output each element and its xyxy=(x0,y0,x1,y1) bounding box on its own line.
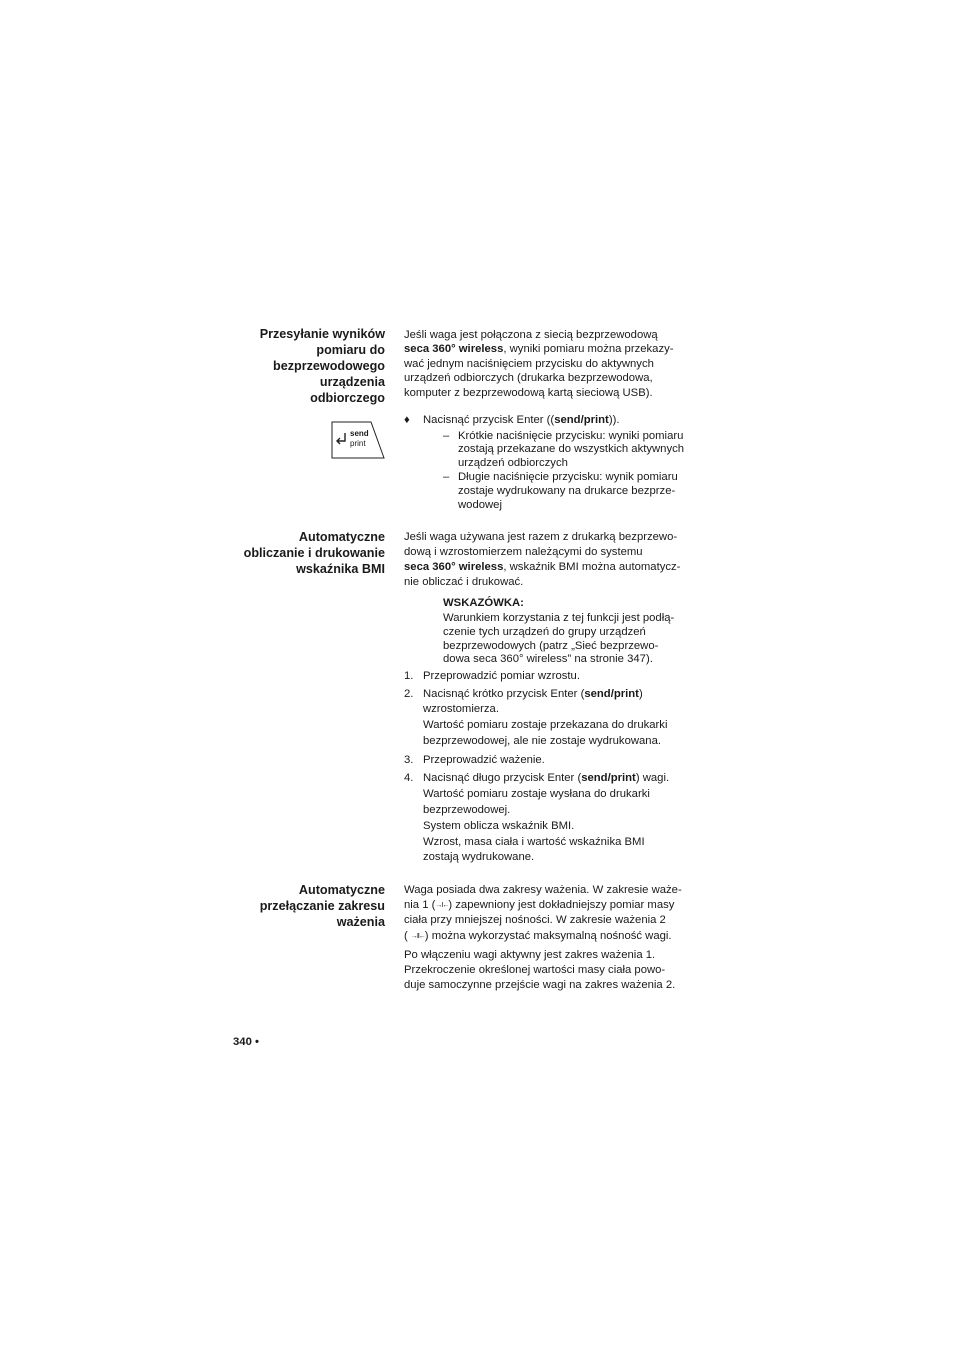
key-name: send/print xyxy=(584,688,639,700)
note-line: Warunkiem korzystania z tej funkcji jest podłą- xyxy=(443,612,675,624)
note-line: bezprzewodowych (patrz „Sieć bezprzewo- xyxy=(443,640,659,652)
text-line xyxy=(404,342,674,356)
section-heading: Automatyczne xyxy=(298,883,385,897)
text-line: zostaje wydrukowany na drukarce bezprze- xyxy=(458,485,676,497)
text: Nacisnąć przycisk Enter (( xyxy=(423,414,555,426)
section-heading: pomiaru do xyxy=(316,343,385,357)
note-line: dowa seca 360° wireless” na stronie 347). xyxy=(443,653,653,665)
text-line: zostają wydrukowane. xyxy=(423,851,535,863)
text-line: Wartość pomiaru zostaje przekazana do drukarki xyxy=(423,719,668,731)
brand-name: seca 360° wireless xyxy=(404,561,504,573)
section-heading: ważenia xyxy=(336,915,385,929)
text-line xyxy=(423,413,619,427)
text-line: Jeśli waga jest połączona z siecią bezprzewodową xyxy=(404,329,658,341)
text: Nacisnąć długo przycisk Enter ( xyxy=(423,772,582,784)
text-line: dową i wzrostomierzem należącymi do systemu xyxy=(404,546,643,558)
note-line: czenie tych urządzeń do grupy urządzeń xyxy=(443,626,646,638)
text: ) zapewniony jest dokładniejszy pomiar masy xyxy=(448,899,675,911)
text-line xyxy=(404,898,674,913)
text-line: Po włączeniu wagi aktywny jest zakres ważenia 1. xyxy=(404,949,656,961)
text-line: wodowej xyxy=(458,499,502,511)
text: ) można wykorzystać maksymalną nośność wagi. xyxy=(424,930,672,942)
page-number: 340 • xyxy=(233,1036,259,1048)
text: Nacisnąć krótko przycisk Enter ( xyxy=(423,688,585,700)
text-line: duje samoczynne przejście wagi na zakres ważenia 2. xyxy=(404,979,676,991)
text-line: Przeprowadzić pomiar wzrostu. xyxy=(423,670,580,682)
bullet-icon: ♦ xyxy=(404,414,410,426)
text-line: Krótkie naciśnięcie przycisku: wyniki pomiaru xyxy=(458,430,684,442)
key-name: send/print xyxy=(554,414,609,426)
section-heading: Automatyczne xyxy=(298,530,385,544)
text-line: ciała przy mniejszej nośności. W zakresie ważenia 2 xyxy=(404,914,666,926)
step-number: 3. xyxy=(404,754,414,766)
key-name: send/print xyxy=(581,772,636,784)
note-title: WSKAZÓWKA: xyxy=(443,597,524,609)
text-line: Wartość pomiaru zostaje wysłana do drukarki xyxy=(423,788,650,800)
key-label-print: print xyxy=(350,439,366,448)
text-line: komputer z bezprzewodową kartą sieciową USB). xyxy=(404,387,653,399)
text: ) wagi. xyxy=(635,772,670,784)
text-line xyxy=(423,771,669,785)
brand-name: seca 360° wireless xyxy=(404,343,504,355)
text: nia 1 ( xyxy=(404,899,436,911)
text-line: wać jednym naciśnięciem przycisku do aktywnych xyxy=(404,358,654,370)
step-number: 2. xyxy=(404,688,414,700)
text-line xyxy=(404,929,672,944)
text: , wyniki pomiaru można przekazy- xyxy=(503,343,674,355)
section-heading: przełączanie zakresu xyxy=(259,899,385,913)
text-line: Przekroczenie określonej wartości masy ciała powo- xyxy=(404,964,666,976)
text: ) xyxy=(638,688,643,700)
text-line: Waga posiada dwa zakresy ważenia. W zakresie waże- xyxy=(404,884,682,896)
weighing-range-2-icon: →II← xyxy=(410,933,425,940)
step-number: 4. xyxy=(404,772,414,784)
weighing-range-1-icon: →I← xyxy=(435,902,449,909)
section-heading: urządzenia xyxy=(319,375,385,389)
section-heading: Przesyłanie wyników xyxy=(259,327,385,341)
text-line: urządzeń odbiorczych xyxy=(458,457,568,469)
key-label-send: send xyxy=(350,429,369,438)
text-line: wzrostomierza. xyxy=(423,703,499,715)
text-line xyxy=(423,687,643,701)
text-line: System oblicza wskaźnik BMI. xyxy=(423,820,575,832)
text-line: nie obliczać i drukować. xyxy=(404,576,524,588)
section-heading: bezprzewodowego xyxy=(273,359,385,373)
text-line: Jeśli waga używana jest razem z drukarką bezprzewo- xyxy=(404,531,678,543)
text-line: zostają przekazane do wszystkich aktywnych xyxy=(458,443,685,455)
text-line: bezprzewodowej, ale nie zostaje wydrukowana. xyxy=(423,735,661,747)
text: , wskaźnik BMI można automatycz- xyxy=(503,561,681,573)
text-line: Wzrost, masa ciała i wartość wskaźnika BMI xyxy=(423,836,645,848)
step-number: 1. xyxy=(404,670,414,682)
dash: – xyxy=(443,471,450,483)
text-line: bezprzewodowej. xyxy=(423,804,511,816)
section-heading: obliczanie i drukowanie xyxy=(243,546,385,560)
text-line: Długie naciśnięcie przycisku: wynik pomiaru xyxy=(458,471,678,483)
section-heading: odbiorczego xyxy=(310,391,385,405)
dash: – xyxy=(443,430,450,442)
section-heading: wskaźnika BMI xyxy=(296,562,385,576)
text-line: urządzeń odbiorczych (drukarka bezprzewodowa, xyxy=(404,372,653,384)
text: ( xyxy=(404,930,408,942)
text-line: Przeprowadzić ważenie. xyxy=(423,754,545,766)
send-print-key-icon xyxy=(331,421,385,459)
text-line xyxy=(404,560,680,574)
text: )). xyxy=(608,414,620,426)
